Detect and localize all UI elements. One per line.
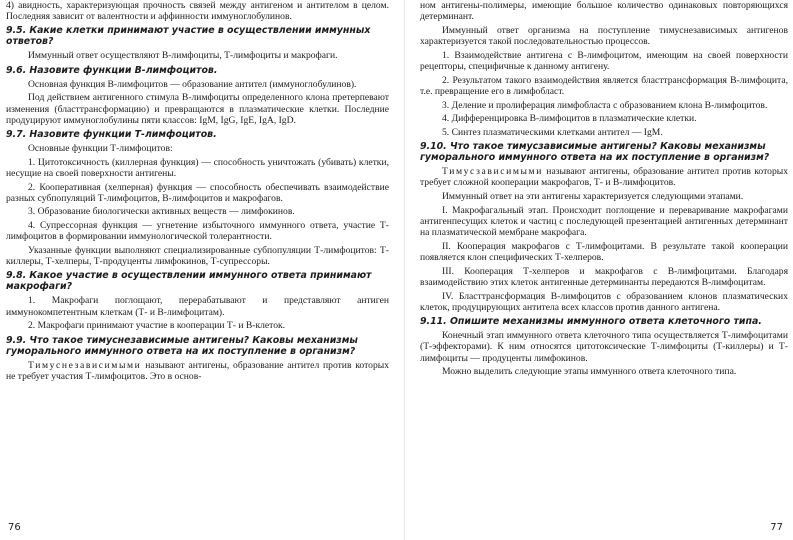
paragraph-avidity: 4) авидность, характеризующая прочность связей между антигеном и антителом в целом. Последняя зависит от валентности и аффинности иммуноглобулинов. [6, 0, 389, 23]
paragraph: Можно выделить следующие этапы иммунного ответа клеточного типа. [442, 366, 737, 378]
spaced-term: Тимуснезависимыми [28, 359, 142, 371]
list-item: 1. Взаимодействие антигена с В-лимфоцитом, имеющим на своей поверхности рецепторы, специфичные к данному антигену. [420, 49, 788, 73]
paragraph: Основная функция В-лимфоцитов — образование антител (иммуноглобулинов). [28, 78, 357, 90]
spaced-term: Тимусзависимыми [442, 166, 543, 178]
paragraph-text: называют антигены, образование антител против которых не требует участия Т-лимфоцитов. Это в основ- [6, 359, 389, 382]
paragraph: Иммунный ответ организма на поступление тимуснезависимых антигенов характеризуется такой последовательностью процессов. [420, 24, 788, 48]
stage-item: IV. Бласттрансформация В-лимфоцитов с образованием клонов плазматических клеток, продуцирующих антитела всех классов против данного антигена. [420, 290, 788, 313]
stage-item: II. Кооперация макрофагов с Т-лимфоцитами. В результате такой кооперации появляется клон специфических Т-хелперов. [420, 240, 788, 264]
question-heading-9-5: 9.5. Какие клетки принимают участие в осуществлении иммунных ответов? [6, 25, 371, 48]
list-item: 2. Кооперативная (хелперная) функция — способность обеспечивать взаимодействие разных субпопуляций Т-лимфоцитов, В-лимфоцитов и макрофагов. [6, 181, 389, 204]
list-item: 3. Деление и пролиферация лимфобласта с образованием клона В-лимфоцитов. [442, 99, 768, 111]
stage-item: I. Макрофагальный этап. Происходит поглощение и переваривание макрофагами антигенпесущих клеток и частиц с последующей презентацией антигенных детерминант на плазматической мембране макрофага. [420, 204, 788, 239]
question-heading-9-11: 9.11. Опишите механизмы иммунного ответа клеточного типа. [420, 316, 762, 328]
paragraph: Основные функции Т-лимфоцитов: [28, 142, 173, 154]
page-number-right: 77 [770, 522, 783, 533]
paragraph: Под действием антигенного стимула В-лимфоциты определенного клона претерпевают изменения (бласттрансформацию) и превращаются в плазматические клетки. Последние продуцируют иммуноглобулины пяти классов: IgM, IgG, IgE, IgA, IgD. [6, 92, 389, 126]
right-page [420, 0, 788, 380]
question-heading-9-9: 9.9. Что такое тимуснезависимые антигены? Каковы механизмы гуморального иммунного ответа на их поступление в организм? [6, 334, 358, 357]
stage-item: III. Кооперация Т-хелперов и макрофагов с В-лимфоцитами. Благодаря взаимодействию этих клеток антигенные детерминанты передаются В-лимфоцитам. [420, 265, 788, 289]
list-item: 5. Синтез плазматическими клетками антител — IgM. [442, 127, 663, 139]
paragraph: Иммунный ответ на эти антигены характеризуется следующими этапами. [442, 191, 744, 203]
question-heading-9-6: 9.6. Назовите функции В-лимфоцитов. [6, 64, 218, 76]
list-item: 1. Цитотоксичность (киллерная функция) — способность уничтожать (убивать) клетки, несущие на своей поверхности антигены. [6, 156, 389, 179]
question-heading-9-8: 9.8. Какое участие в осуществлении иммунного ответа принимают макрофаги? [6, 270, 372, 293]
list-item: 2. Макрофаги принимают участие в кооперации Т- и В-клеток. [28, 320, 286, 332]
page-number-left: 76 [8, 522, 21, 533]
paragraph: ном антигены-полимеры, имеющие большое количество одинаковых повторяющихся детерминант. [420, 0, 788, 23]
left-page [6, 0, 389, 384]
question-heading-9-10: 9.10. Что такое тимусзависимые антигены? Каковы механизмы гуморального иммунного ответа на их поступление в организм? [420, 141, 770, 164]
list-item: 2. Результатом такого взаимодействия является бласттрансформация В-лимфоцита, т.е. превращение его в лимфобласт. [420, 74, 788, 97]
page-gutter [404, 0, 405, 540]
paragraph-text: называют антигены, образование антител против которых требует сложной кооперации макрофагов, Т- и В-лимфоцитов. [420, 166, 788, 189]
list-item: 1. Макрофаги поглощают, перерабатывают и представляют антиген иммунокомпетентным клеткам (Т- и В-лимфоцитам). [6, 295, 389, 318]
list-item: 4. Супрессорная функция — угнетение избыточного иммунного ответа, участие Т-лимфоцитов в формировании иммунологической толерантности. [6, 220, 389, 243]
paragraph: Конечный этап иммунного ответа клеточного типа осуществляется Т-лимфоцитами (Т-эффекторами). К ним относятся цитотоксические Т-лимфоциты (Т-киллеры) и Т-лимфоциты — продуценты лимфокинов. [420, 330, 788, 364]
paragraph: Указанные функции выполняют специализированные субпопуляции Т-лимфоцитов: Т-киллеры, Т-хелперы, Т-продуценты лимфокинов, Т-супрессоры. [6, 245, 389, 268]
list-item: 3. Образование биологически активных веществ — лимфокинов. [28, 206, 295, 218]
paragraph [420, 166, 788, 188]
list-item: 4. Дифференцировка В-лимфоцитов в плазматические клетки. [442, 113, 697, 125]
paragraph [6, 360, 389, 382]
question-heading-9-7: 9.7. Назовите функции Т-лимфоцитов. [6, 128, 217, 140]
paragraph: Иммунный ответ осуществляют В-лимфоциты, Т-лимфоциты и макрофаги. [28, 50, 338, 62]
